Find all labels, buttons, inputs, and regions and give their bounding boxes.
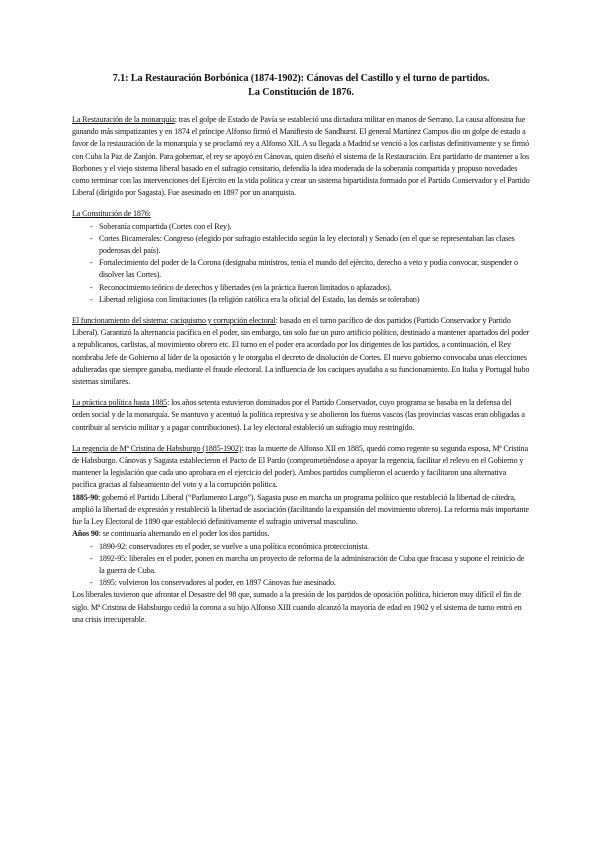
section-text: : tras la muerte de Alfonso XII en 1885, quedó como regente su segunda esposa, Mª Cristina de Habsburgo. Cánovas y Sagasta establecieron el Pacto de El Pardo (comprometiéndose a apoyar la regencia, facilitar el relevo en el Gobierno y mantener la legislación que cada uno aprobara en el ejercicio del poder). Ambos partidos cumplieron el acuerdo y facilitaron una alternativa pacífica gracias al falseamiento del voto y a la corrupción política. [72, 443, 528, 490]
section-heading: La regencia de Mª Cristina de Habsburgo (1885-1902) [72, 443, 242, 453]
section-heading: El funcionamiento del sistema: caciquismo y corrupción electoral [72, 316, 276, 326]
list-item: - Cortes Bicamerales: Congreso (elegido por sufragio establecido según la ley electoral) y Senado (en el que se representaban las clases poderosas del país). [72, 233, 530, 257]
list-item: - Reconocimiento teórico de derechos y libertades (en la práctica fueron limitados o aplazados). [72, 282, 530, 294]
section-heading: La Restauración de la monarquía [72, 115, 175, 124]
constitucion-list [72, 221, 530, 306]
list-item: - 1895: volvieron los conservadores al poder, en 1897 Cánovas fue asesinado. [72, 577, 530, 589]
section-text: : los años setenta estuvieron dominados por el Partido Conservador, cuyo programa se basaba en la defensa del orden social y de la monarquía. Se mantuvo y acentuó la política represiva y se abolieron los fueros vascos (las provincias vascas eran obligadas a contribuir al servicio militar y a pagar contribuciones). La ley electoral estableció un sufragio muy restringido. [72, 398, 525, 432]
period-1885-90 [72, 492, 530, 529]
regencia-list [72, 541, 530, 590]
section-constitucion-heading: La Constitución de 1876: [72, 209, 151, 219]
period-text: : se continuaría alternando en el poder los dos partidos. [98, 529, 270, 539]
section-text: : tras el golpe de Estado de Pavía se estableció una dictadura militar en manos de Serrano. La causa alfonsina fue ganando más simpatizantes y en 1874 el príncipe Alfonso firmó el Manifiesto de Sandhurst. El general Martínez Campos dio un golpe de estado a favor de la restauración de la monarquía y se proclamó rey a Alfonso XII. A su llegada a Madrid se venció a los carlistas definitivamente y se firmó con Cuba la Paz de Zanjón. Para gobernar, el rey se apoyó en Cánovas, quien diseñó el sistema de la Restauración. Era partidario de mantener a los Borbones y el viejo sistema liberal basado en el sufragio censitario, defendía la idea moderada de la soberanía compartida y propuso novedades como terminar con las intervenciones del Ejército en la vida política y crear un sistema bipartidista formado por el Partido Conservador y el Partido Liberal (dirigido por Sagasta). Fue asesinado en 1897 por un anarquista. [72, 115, 530, 198]
section-restauracion [72, 114, 530, 199]
list-item: - Libertad religiosa con limitaciones (la religión católica era la oficial del Estado, las demás se toleraban) [72, 294, 530, 306]
page-title [72, 72, 530, 100]
list-item: - 1892-95: liberales en el poder, ponen en marcha un proyecto de reforma de la administración de Cuba que fracasa y supone el reinicio de la guerra de Cuba. [72, 553, 530, 577]
period-label: Años 90 [72, 529, 99, 539]
section-regencia [72, 443, 530, 492]
list-item: - Soberanía compartida (Cortes con el Rey). [72, 221, 530, 233]
section-heading: La práctica política hasta 1885 [72, 398, 168, 408]
section-text: : basado en el turno pacífico de dos partidos (Partido Conservador y Partido Liberal). Garantizó la alternancia pacífica en el poder, sin embargo, tan solo fue un puro artificio político, destinado a mantener apartados del poder a republicanos, carlistas, al movimiento obrero etc. El turno en el poder era acordado por los dirigentes de los partidos, a continuación, el Rey nombraba Jefe de Gobierno al líder de la oposición y le otorgaba el decreto de disolución de Cortes. El nuevo gobierno convocaba unas elecciones adulteradas que siempre ganaba, mediante el fraude electoral. La influencia de los caciques ayudaba a su funcionamiento. En Italia y Portugal hubo sistemas similares. [72, 316, 530, 387]
section-funcionamiento [72, 315, 530, 388]
period-anos-90 [72, 528, 530, 540]
document-page [72, 72, 530, 626]
period-label: 1885-90 [72, 492, 99, 502]
period-text: : gobernó el Partido Liberal (“Parlamento Largo”). Sagasta puso en marcha un programa político que restableció la libertad de cátedra, amplió la libertad de expresión y restableció la libertad de asociación (facilitando la expansión del movimiento obrero). La reforma más importante fue la Ley Electoral de 1890 que estableció definitivamente el sufragio universal masculino. [72, 492, 529, 527]
closing-paragraph: Los liberales tuvieron que afrontar el Desastre del 98 que, sumado a la presión de los partidos de oposición política, hicieron muy difícil el fin de siglo. Mª Cristina de Habsburgo cedió la corona a su hijo Alfonso XIII cuando alcanzó la mayoría de edad en 1902 y el sistema de turno entró en una crisis irrecuperable. [72, 590, 522, 624]
list-item: - 1890-92: conservadores en el poder, se vuelve a una política económica proteccionista. [72, 541, 530, 553]
list-item: - Fortalecimiento del poder de la Corona (designaba ministros, tenía el mando del ejército, derecho a veto y podía convocar, suspender o disolver las Cortes). [72, 257, 530, 281]
title-line-2: La Constitución de 1876. [248, 87, 354, 98]
title-line-1: 7.1: La Restauración Borbónica (1874-1902): Cánovas del Castillo y el turno de partidos. [112, 73, 490, 84]
section-practica [72, 397, 530, 434]
